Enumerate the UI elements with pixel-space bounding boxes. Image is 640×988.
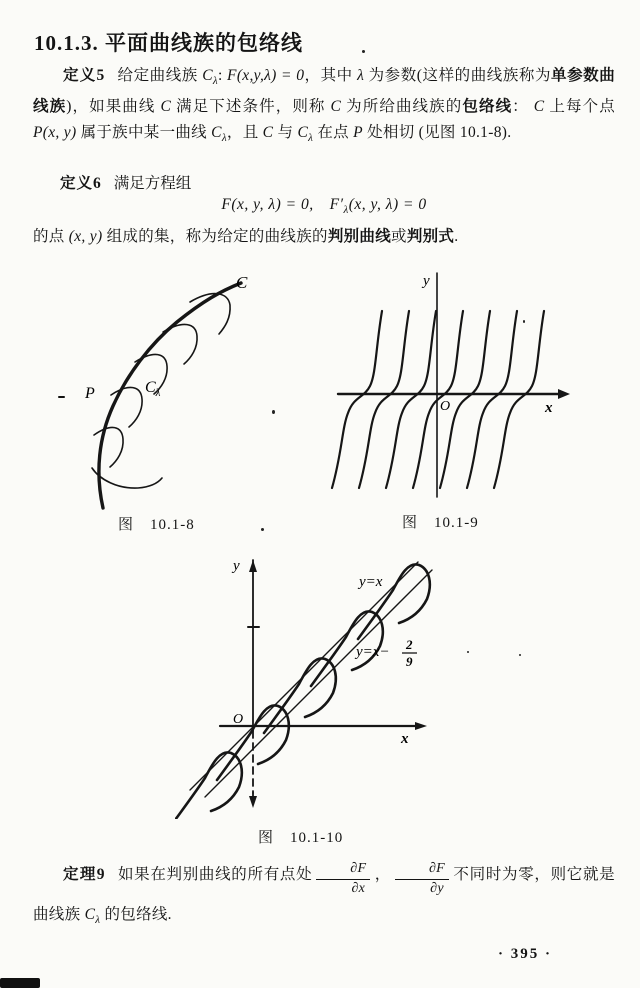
line2-fraction-numerator: 2 <box>406 637 413 652</box>
s-curve <box>467 311 517 488</box>
text-segment: . <box>454 228 459 245</box>
text-segment: 属于族中某一曲线 <box>76 124 212 142</box>
definition-5-paragraph <box>33 63 615 151</box>
math-subscript: λ <box>221 132 227 145</box>
math-expression: (x, y) <box>68 228 103 245</box>
s-curve <box>413 311 463 488</box>
partial-derivative-x <box>316 861 370 898</box>
family-curve-label: $C_\lambda$ <box>145 379 161 399</box>
fraction-numerator: ∂F <box>395 861 449 880</box>
text-segment: : <box>218 67 228 84</box>
text-segment: ，且 <box>226 124 263 142</box>
text-segment: ， <box>374 866 391 883</box>
text-segment: 的包络线. <box>100 905 172 923</box>
math-subscript: λ <box>212 75 218 88</box>
s-curve <box>359 311 409 488</box>
line2-label: y=x− <box>356 644 390 660</box>
theorem-9-paragraph <box>33 858 615 937</box>
scan-noise-dash <box>58 396 65 398</box>
point-p-label: P <box>85 385 95 402</box>
line1-label: y=x <box>359 574 383 590</box>
math-symbol: C <box>533 98 545 116</box>
text-segment: 给定曲线族 <box>117 67 203 84</box>
figure-10-1-8 <box>55 272 315 512</box>
family-curve <box>92 468 162 488</box>
figure-10-1-9 <box>330 268 572 503</box>
bold-term: 包络线 <box>462 98 513 116</box>
text-segment: ： <box>512 98 534 116</box>
definition-6-close <box>33 224 615 250</box>
text-segment: 上每个点 <box>544 98 615 116</box>
cusp-curve <box>175 752 242 819</box>
y-axis-bottom-arrow <box>249 796 257 808</box>
y-axis-label: y <box>233 558 240 574</box>
math-subscript: λ <box>343 204 349 217</box>
line2-fraction-denominator: 9 <box>406 654 413 669</box>
text-segment: 的点 <box>33 228 69 245</box>
scan-noise-dot <box>523 320 525 323</box>
math-symbol: C <box>297 124 309 142</box>
text-segment: 在点 <box>313 124 354 142</box>
y-axis-arrow <box>249 560 257 572</box>
definition-6-term: 定义6 <box>60 175 102 192</box>
figure-10-caption: 图 10.1-10 <box>258 830 344 846</box>
math-expression: P(x, y) <box>33 124 77 142</box>
envelope-curve <box>99 283 241 508</box>
figure-9-caption: 图 10.1-9 <box>402 515 479 531</box>
x-axis-label: x <box>545 400 553 416</box>
text-segment: 满足方程组 <box>113 175 192 192</box>
math-symbol: C <box>262 124 274 142</box>
family-curve <box>111 387 142 427</box>
text-segment: 与 <box>273 124 298 142</box>
text-segment: 或 <box>391 228 407 245</box>
scan-noise-dot <box>261 528 264 531</box>
partial-derivative-y <box>395 861 449 898</box>
math-symbol: C <box>202 67 213 84</box>
math-expression: F(x,y,λ) = 0 <box>227 67 305 84</box>
math-symbol: P <box>353 124 363 142</box>
math-symbol: F′ <box>329 196 344 213</box>
bold-term: 判别式 <box>406 228 455 245</box>
theorem-9-term: 定理9 <box>63 866 106 883</box>
bold-term: 单参数曲线族 <box>33 67 615 116</box>
scan-noise-dot <box>362 50 365 53</box>
x-axis-arrow <box>558 389 570 399</box>
text-segment: )，如果曲线 <box>66 98 161 116</box>
figure-10-1-10 <box>175 553 437 819</box>
s-curve <box>386 311 436 488</box>
definition-5-term: 定义5 <box>63 67 106 84</box>
math-expression: (x, y, λ) = 0 <box>348 196 427 213</box>
text-segment: 满足下述条件，则称 <box>171 98 331 116</box>
x-axis-arrow <box>415 722 427 730</box>
scan-noise-dot <box>467 651 469 653</box>
section-heading: 10.1.3. 平面曲线族的包络线 <box>34 31 303 55</box>
figure-8-caption: 图 10.1-8 <box>118 517 195 533</box>
s-curve <box>332 311 382 488</box>
fraction-denominator: ∂y <box>430 881 444 896</box>
math-symbol: C <box>84 905 96 923</box>
text-segment: 不同时为零，则它就是曲线族 <box>33 866 615 923</box>
discriminant-equation <box>33 196 615 216</box>
fraction-numerator: ∂F <box>316 861 370 880</box>
origin-label: O <box>440 399 451 414</box>
cusp-curve <box>264 658 336 733</box>
math-subscript: λ <box>95 913 101 926</box>
definition-6-lead <box>60 171 191 193</box>
scan-edge-smudge <box>0 978 40 988</box>
origin-label: O <box>233 712 244 727</box>
scan-noise-dot <box>272 410 275 414</box>
s-curve <box>494 311 544 488</box>
scan-noise-dot <box>519 654 521 656</box>
math-subscript: λ <box>308 132 314 145</box>
text-segment: 为所给曲线族的 <box>341 98 463 116</box>
bold-term: 判别曲线 <box>327 228 392 245</box>
y-axis-label: y <box>423 273 430 289</box>
math-symbol: C <box>160 98 172 116</box>
math-expression: F(x, y, λ) = 0, <box>221 196 314 213</box>
text-segment: 组成的集，称为给定的曲线族的 <box>102 228 328 245</box>
text-segment: 处相切 (见图 10.1-8). <box>362 124 512 142</box>
x-axis-label: x <box>401 731 409 747</box>
math-symbol: C <box>211 124 222 142</box>
envelope-label: C <box>236 273 248 292</box>
text-segment: ，其中 <box>304 67 358 84</box>
page-number: · 395 · <box>498 946 553 962</box>
text-segment: 如果在判别曲线的所有点处 <box>117 866 313 883</box>
fraction-denominator: ∂x <box>351 881 366 896</box>
math-symbol: λ <box>357 67 365 84</box>
math-symbol: C <box>330 98 342 116</box>
text-segment: 为参数(这样的曲线族称为 <box>364 67 552 84</box>
